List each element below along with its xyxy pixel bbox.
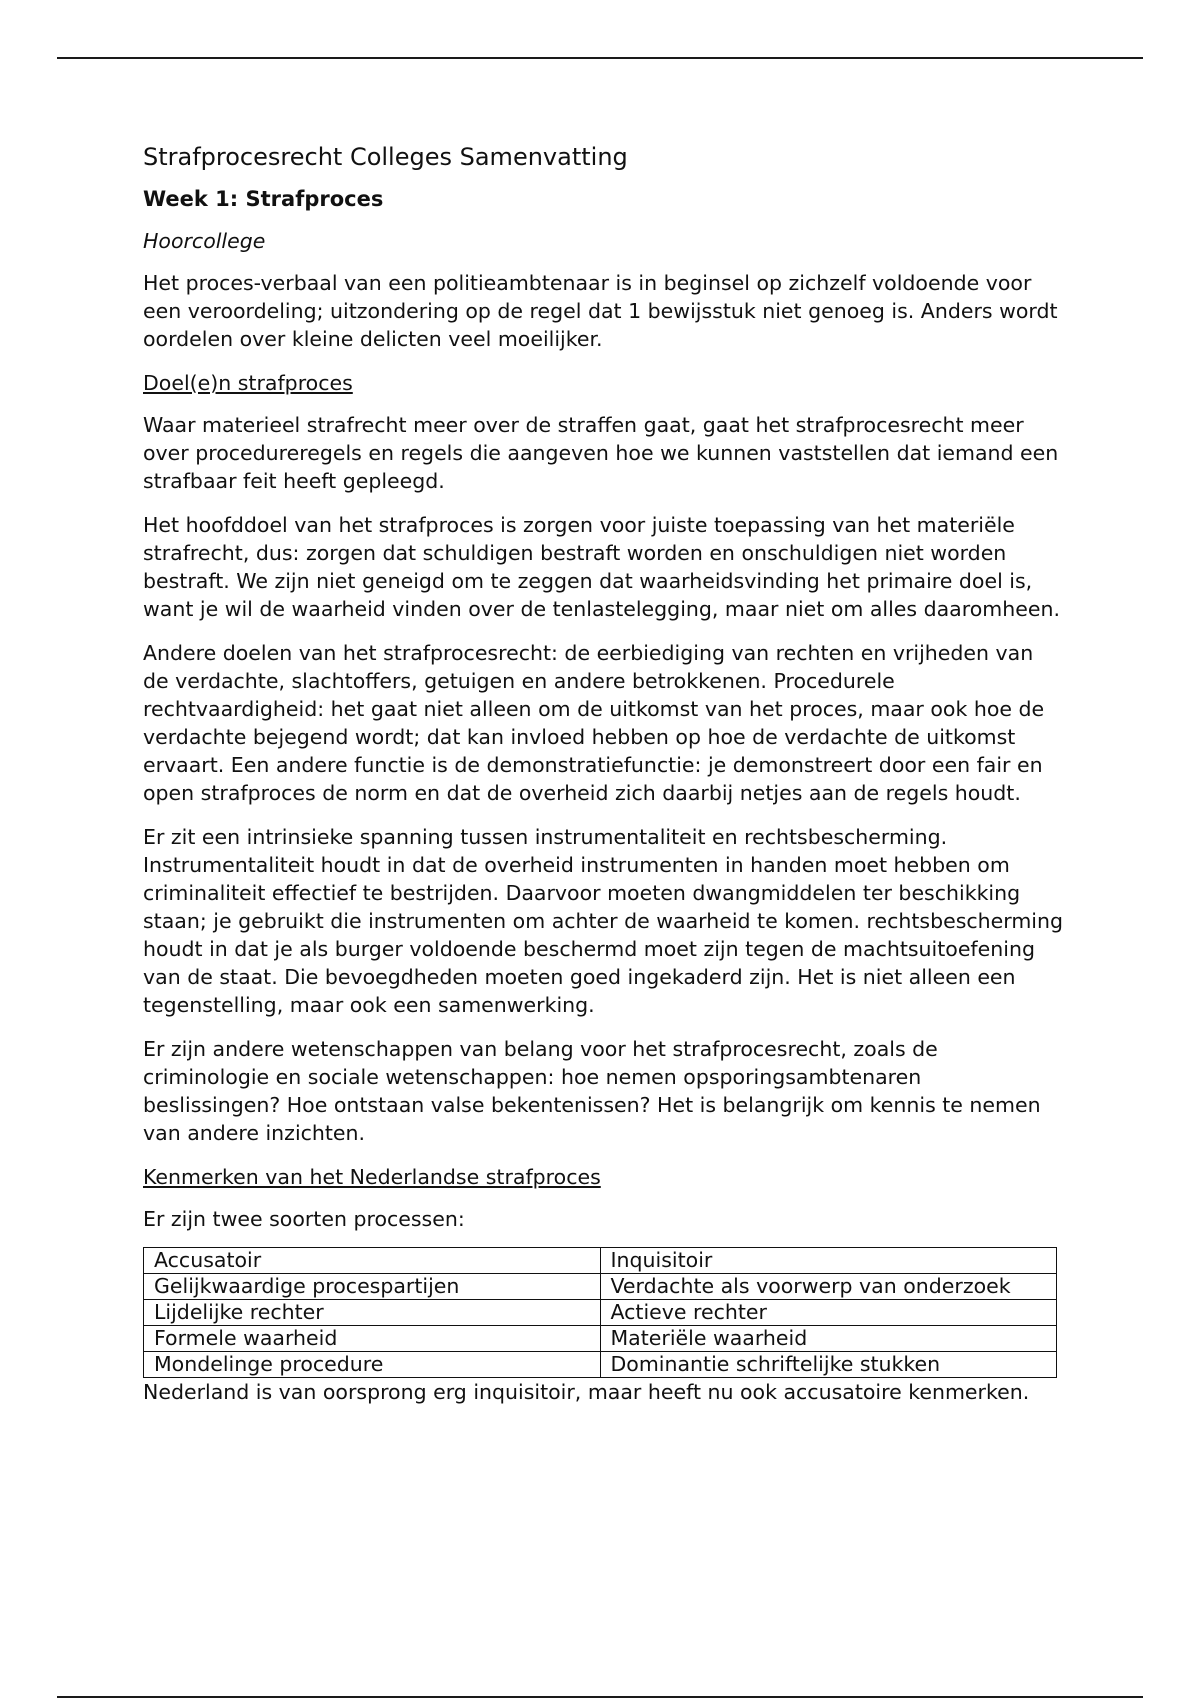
closing-paragraph: Nederland is van oorsprong erg inquisitoir, maar heeft nu ook accusatoire kenmerken. — [143, 1380, 1030, 1404]
page-top-rule — [57, 57, 1143, 59]
section-heading-doelen: Doel(e)n strafproces — [143, 371, 353, 395]
table-cell-inquisitoir: Dominantie schriftelijke stukken — [600, 1352, 1057, 1378]
document-body — [143, 141, 1063, 1406]
paragraph: Waar materieel strafrecht meer over de straffen gaat, gaat het strafprocesrecht meer over procedureregels en regels die aangeven hoe we kunnen vaststellen dat iemand een strafbaar feit heeft gepleegd. — [143, 413, 1059, 493]
paragraph: Er zijn andere wetenschappen van belang voor het strafprocesrecht, zoals de criminologie en sociale wetenschappen: hoe nemen opsporingsambtenaren beslissingen? Hoe ontstaan valse bekentenissen? Het is belangrijk om kennis te nemen van andere inzichten. — [143, 1037, 1041, 1145]
table-cell-accusatoir: Accusatoir — [144, 1248, 601, 1274]
table-cell-accusatoir: Gelijkwaardige procespartijen — [144, 1274, 601, 1300]
table-row — [144, 1352, 1057, 1378]
lecture-type-heading: Hoorcollege — [143, 229, 266, 253]
table-cell-inquisitoir: Materiële waarheid — [600, 1326, 1057, 1352]
table-row — [144, 1300, 1057, 1326]
table-cell-accusatoir: Mondelinge procedure — [144, 1352, 601, 1378]
process-comparison-table — [143, 1247, 1057, 1378]
intro-paragraph: Het proces-verbaal van een politieambtenaar is in beginsel op zichzelf voldoende voor een veroordeling; uitzondering op de regel dat 1 bewijsstuk niet genoeg is. Anders wordt oordelen over kleine delicten veel moeilijker. — [143, 271, 1058, 351]
table-intro: Er zijn twee soorten processen: — [143, 1207, 465, 1231]
table-row — [144, 1274, 1057, 1300]
section-heading-kenmerken: Kenmerken van het Nederlandse strafproces — [143, 1165, 601, 1189]
table-cell-accusatoir: Lijdelijke rechter — [144, 1300, 601, 1326]
table-cell-inquisitoir: Inquisitoir — [600, 1248, 1057, 1274]
table-row — [144, 1326, 1057, 1352]
week-heading: Week 1: Strafproces — [143, 187, 384, 211]
document-title: Strafprocesrecht Colleges Samenvatting — [143, 143, 628, 171]
table-row — [144, 1248, 1057, 1274]
page-bottom-rule — [57, 1696, 1143, 1698]
paragraph: Er zit een intrinsieke spanning tussen instrumentaliteit en rechtsbescherming. Instrumentaliteit houdt in dat de overheid instrumenten in handen moet hebben om criminaliteit effectief te bestrijden. Daarvoor moeten dwangmiddelen ter beschikking staan; je gebruikt die instrumenten om achter de waarheid te komen. rechtsbescherming houdt in dat je als burger voldoende beschermd moet zijn tegen de machtsuitoefening van de staat. Die bevoegdheden moeten goed ingekaderd zijn. Het is niet alleen een tegenstelling, maar ook een samenwerking. — [143, 825, 1063, 1017]
table-cell-inquisitoir: Verdachte als voorwerp van onderzoek — [600, 1274, 1057, 1300]
paragraph: Het hoofddoel van het strafproces is zorgen voor juiste toepassing van het materiële strafrecht, dus: zorgen dat schuldigen bestraft worden en onschuldigen niet worden bestraft. We zijn niet geneigd om te zeggen dat waarheidsvinding het primaire doel is, want je wil de waarheid vinden over de tenlastelegging, maar niet om alles daaromheen. — [143, 513, 1060, 621]
paragraph: Andere doelen van het strafprocesrecht: de eerbiediging van rechten en vrijheden van de verdachte, slachtoffers, getuigen en andere betrokkenen. Procedurele rechtvaardigheid: het gaat niet alleen om de uitkomst van het proces, maar ook hoe de verdachte bejegend wordt; dat kan invloed hebben op hoe de verdachte de uitkomst ervaart. Een andere functie is de demonstratiefunctie: je demonstreert door een fair en open strafproces de norm en dat de overheid zich daarbij netjes aan de regels houdt. — [143, 641, 1045, 805]
table-cell-accusatoir: Formele waarheid — [144, 1326, 601, 1352]
table-cell-inquisitoir: Actieve rechter — [600, 1300, 1057, 1326]
